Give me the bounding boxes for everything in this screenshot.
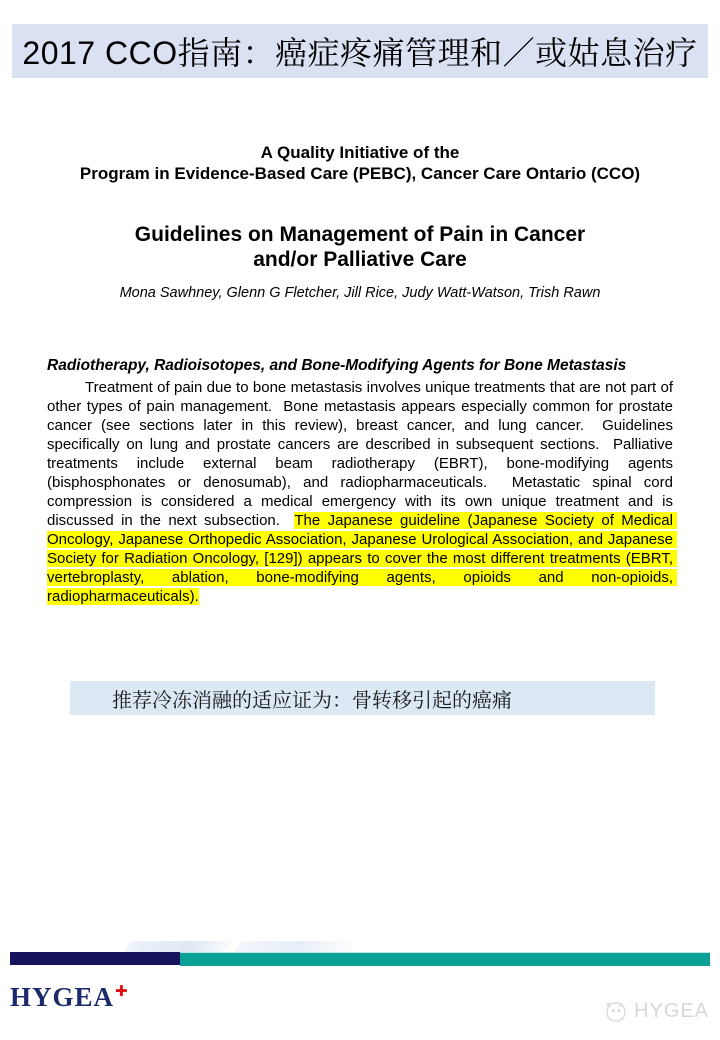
section-heading: Radiotherapy, Radioisotopes, and Bone-Modifying Agents for Bone Metastasis [47,357,627,374]
document-title-line-2: and/or Palliative Care [253,248,467,271]
authors-line: Mona Sawhney, Glenn G Fletcher, Jill Rice, Judy Watt-Watson, Trish Rawn [119,285,601,301]
paragraph-highlighted-text: The Japanese guideline (Japanese Society of Medical Oncology, Japanese Orthopedic Association, Japanese Urological Association, and Japanese Society for Radiation Oncology, [129]) appears to cover the most different treatments (EBRT, vertebroplasty, ablation, bone-modifying agents, opioids and non-opioids, radiopharmaceuticals). [47,512,678,605]
header-bar [12,24,708,78]
body-paragraph [47,378,678,606]
footer-teal-bar [180,952,710,966]
watermark-text: HYGEA [634,999,710,1022]
recommendation-callout [70,681,655,715]
kicker-line-2: Program in Evidence-Based Care (PEBC), Cancer Care Ontario (CCO) [79,164,641,183]
recommendation-text: 推荐冷冻消融的适应证为：骨转移引起的癌痛 [112,689,512,712]
hygea-panda-logo-icon [602,998,628,1024]
quality-initiative-heading [40,142,680,184]
watermark [602,998,709,1024]
footer-deco-shape [124,941,232,952]
paragraph-plain-text: Treatment of pain due to bone metastasis involves unique treatments that are not part of other types of pain management. Bone metastasis appears especially common for prostate cancer (see sections later in this review), breast cancer, and lung cancer. Guidelines specifically on lung and prostate cancers are described in subsequent sections. Palliative treatments include external beam radiotherapy (EBRT), bone-modifying agents (bisphosphonates or denosumab), and radiopharmaceuticals. Metastatic spinal cord compression is considered a medical emergency with its own unique treatment and is discussed in the next subsection. [47,379,678,529]
kicker-line-1: A Quality Initiative of the [260,143,460,162]
slide-title: 2017 CCO指南：癌症疼痛管理和／或姑息治疗 [22,35,698,71]
hygea-brand-logo [10,982,129,1013]
document-title-line-1: Guidelines on Management of Pain in Cancer [134,223,586,246]
hygea-brand-text: HYGEA [10,982,115,1012]
footer-deco-shape [234,941,362,952]
red-cross-icon: ✚ [115,982,129,1000]
document-title [40,222,680,272]
footer-navy-bar [10,952,180,965]
